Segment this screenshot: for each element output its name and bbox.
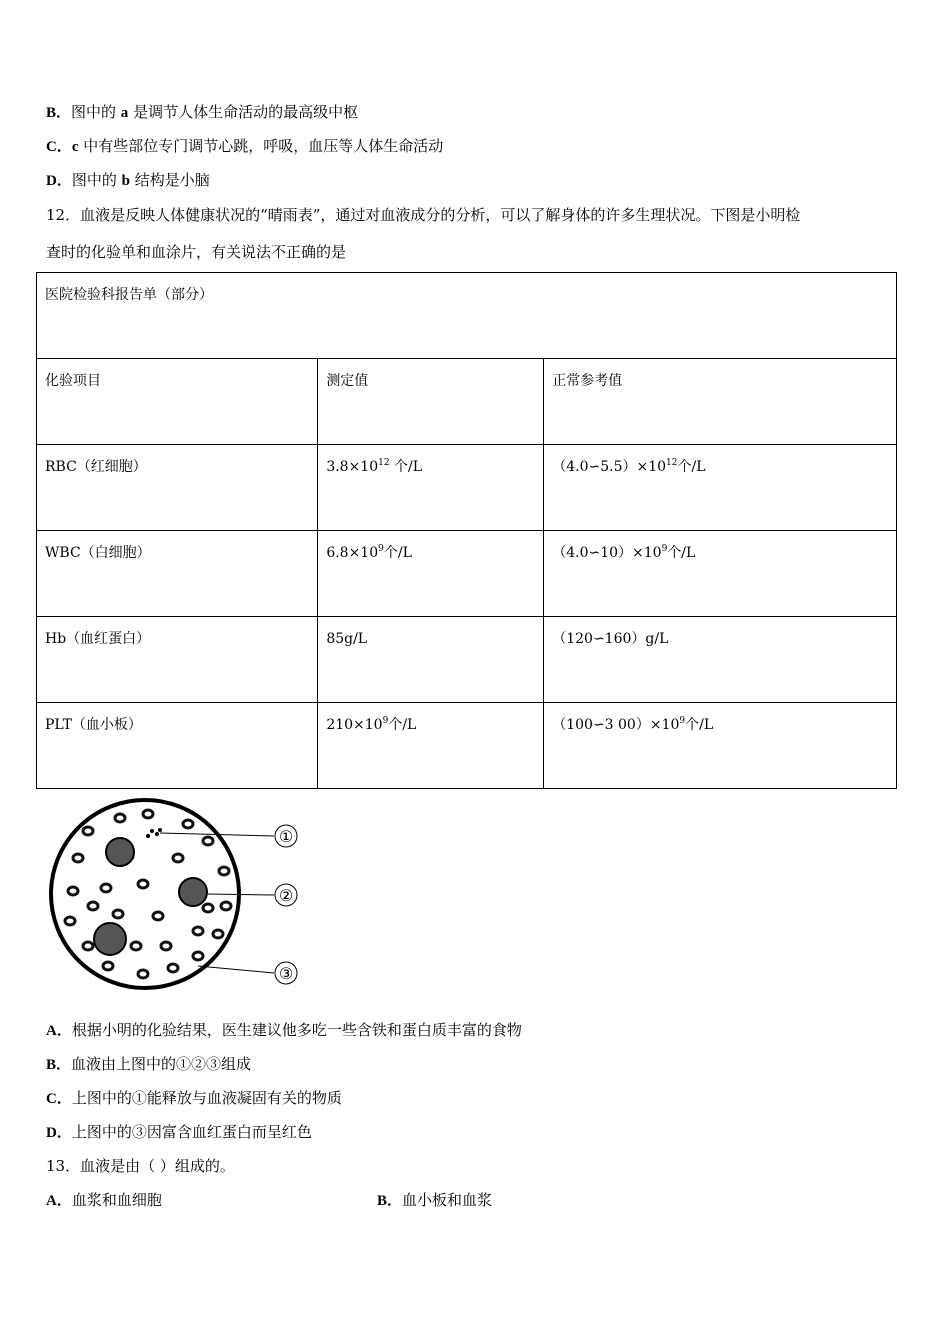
table-row (37, 617, 897, 703)
table-title-row (37, 273, 897, 359)
q12-option-d: D．上图中的③因富含血红蛋白而呈红色 (46, 1123, 312, 1141)
q13-option-b: B．血小板和血浆 (377, 1191, 493, 1209)
q12-stem-line2: 查时的化验单和血涂片，有关说法不正确的是 (46, 243, 347, 261)
row-reference: （120∽160）g/L (544, 617, 897, 703)
header-reference: 正常参考值 (544, 359, 897, 445)
label-3: ③ (278, 964, 294, 983)
header-value: 测定值 (318, 359, 544, 445)
row-item: WBC（白细胞） (37, 531, 318, 617)
row-reference: $(4.0∽10)\times 10^9$个/L (544, 531, 897, 617)
blood-smear-figure (48, 796, 308, 992)
row-reference: $(4.0∽5.5)\times 10^{12}$个/L (544, 445, 897, 531)
row-item: PLT（血小板） (37, 703, 318, 789)
row-item: Hb（血红蛋白） (37, 617, 318, 703)
table-header-row (37, 359, 897, 445)
header-item: 化验项目 (37, 359, 318, 445)
row-value: $210\times 10^9$个/L (318, 703, 544, 789)
report-title: 医院检验科报告单（部分） (37, 273, 897, 359)
table-row (37, 445, 897, 531)
q12-stem-line1: 12．血液是反映人体健康状况的“晴雨表”，通过对血液成分的分析，可以了解身体的许多生理状况。下图是小明检 (46, 206, 801, 224)
table-row (37, 531, 897, 617)
option-b-prev: B．图中的 a 是调节人体生命活动的最高级中枢 (46, 103, 359, 121)
label-1: ① (278, 827, 294, 846)
q12-option-a: A．根据小明的化验结果，医生建议他多吃一些含铁和蛋白质丰富的食物 (46, 1021, 522, 1039)
row-item: RBC（红细胞） (37, 445, 318, 531)
table-row (37, 703, 897, 789)
q12-option-c: C．上图中的①能释放与血液凝固有关的物质 (46, 1089, 342, 1107)
option-d-prev: D．图中的 b 结构是小脑 (46, 171, 210, 189)
row-value: 85g/L (318, 617, 544, 703)
row-reference: （100∽3 $00)\times 10^9$个/L (544, 703, 897, 789)
option-c-prev: C．c 中有些部位专门调节心跳，呼吸，血压等人体生命活动 (46, 137, 444, 155)
q13-stem: 13．血液是由（ ）组成的。 (46, 1157, 235, 1175)
lab-report-table (36, 272, 897, 789)
q12-option-b: B．血液由上图中的①②③组成 (46, 1055, 252, 1073)
row-value: $6.8\times 10^9$个/L (318, 531, 544, 617)
row-value: $3.8\times 10^{12}$ 个/L (318, 445, 544, 531)
label-2: ② (278, 886, 294, 905)
q13-option-a: A．血浆和血细胞 (46, 1191, 162, 1209)
